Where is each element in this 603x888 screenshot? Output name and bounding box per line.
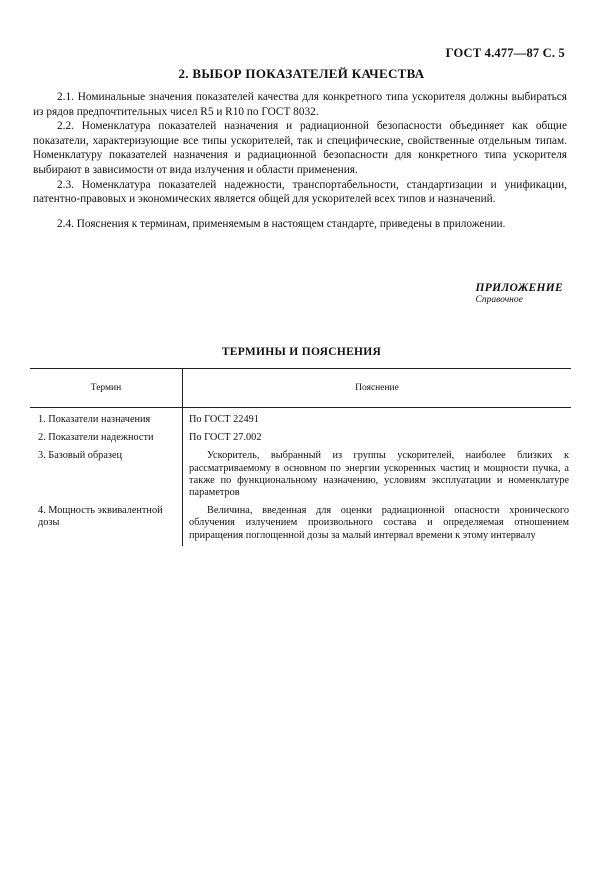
table-header-row: [30, 369, 571, 408]
paragraph-2-2: 2.2. Номенклатура показателей назначения и радиационной безопасности объединяет как общие показатели, характеризующие все типы ускорителей, так и специфические, свойственные отдельным типам. Номенклатуру показателей назначения и радиационной безопасности для конкретного типа ускорителя выбирают в зависимости от вида излучения и области применения.: [33, 120, 567, 176]
explanation-cell: Ускоритель, выбранный из группы ускорителей, наиболее близких к рассматриваемому в основном по энергии ускоренных частиц и мощности пучка, а также по функциональному назначению, условиям эксплуатации и номенклатуре параметров: [189, 450, 569, 499]
explanation-cell: Величина, введенная для оценки радиационной опасности хронического облучения излучением произвольного состава и определяемая отношением приращения поглощенной дозы за малый интервал времени к этому интервалу: [189, 505, 569, 541]
table-row: [30, 503, 571, 546]
term-cell: 1. Показатели назначения: [30, 408, 183, 431]
explanation-cell: По ГОСТ 22491: [189, 414, 259, 425]
table-title: ТЕРМИНЫ И ПОЯСНЕНИЯ: [221, 346, 382, 358]
table-row: [30, 430, 571, 448]
explanation-cell: По ГОСТ 27.002: [189, 432, 262, 444]
header-explanation: Пояснение: [183, 369, 572, 408]
paragraph-2-1: 2.1. Номинальные значения показателей качества для конкретного типа ускорителя должны выбираться из рядов предпочтительных чисел R5 и R10 по ГОСТ 8032.: [33, 91, 567, 118]
term-cell: 2. Показатели надежности: [30, 430, 183, 448]
appendix-subtitle: Справочное: [475, 295, 523, 305]
page-header-doc-ref: ГОСТ 4.477—87 С. 5: [445, 46, 565, 60]
table-row: [30, 448, 571, 503]
paragraph-2-4: 2.4. Пояснения к терминам, применяемым в настоящем стандарте, приведены в приложении.: [57, 217, 506, 230]
paragraph-2-3: 2.3. Номенклатура показателей надежности, транспортабельности, стандартизации и унификации, патентно-правовых и экономических является общей для ускорителей всех типов и назначений.: [33, 178, 567, 206]
term-cell: 3. Базовый образец: [30, 448, 183, 503]
term-cell: 4. Мощность эквивалентной дозы: [30, 503, 183, 546]
header-term: Термин: [30, 369, 183, 408]
terms-table: [30, 368, 571, 546]
section-title: 2. ВЫБОР ПОКАЗАТЕЛЕЙ КАЧЕСТВА: [178, 66, 425, 81]
table-row: [30, 408, 571, 431]
appendix-heading: [476, 282, 563, 305]
section-body: [33, 90, 567, 231]
appendix-title: ПРИЛОЖЕНИЕ: [475, 282, 563, 294]
